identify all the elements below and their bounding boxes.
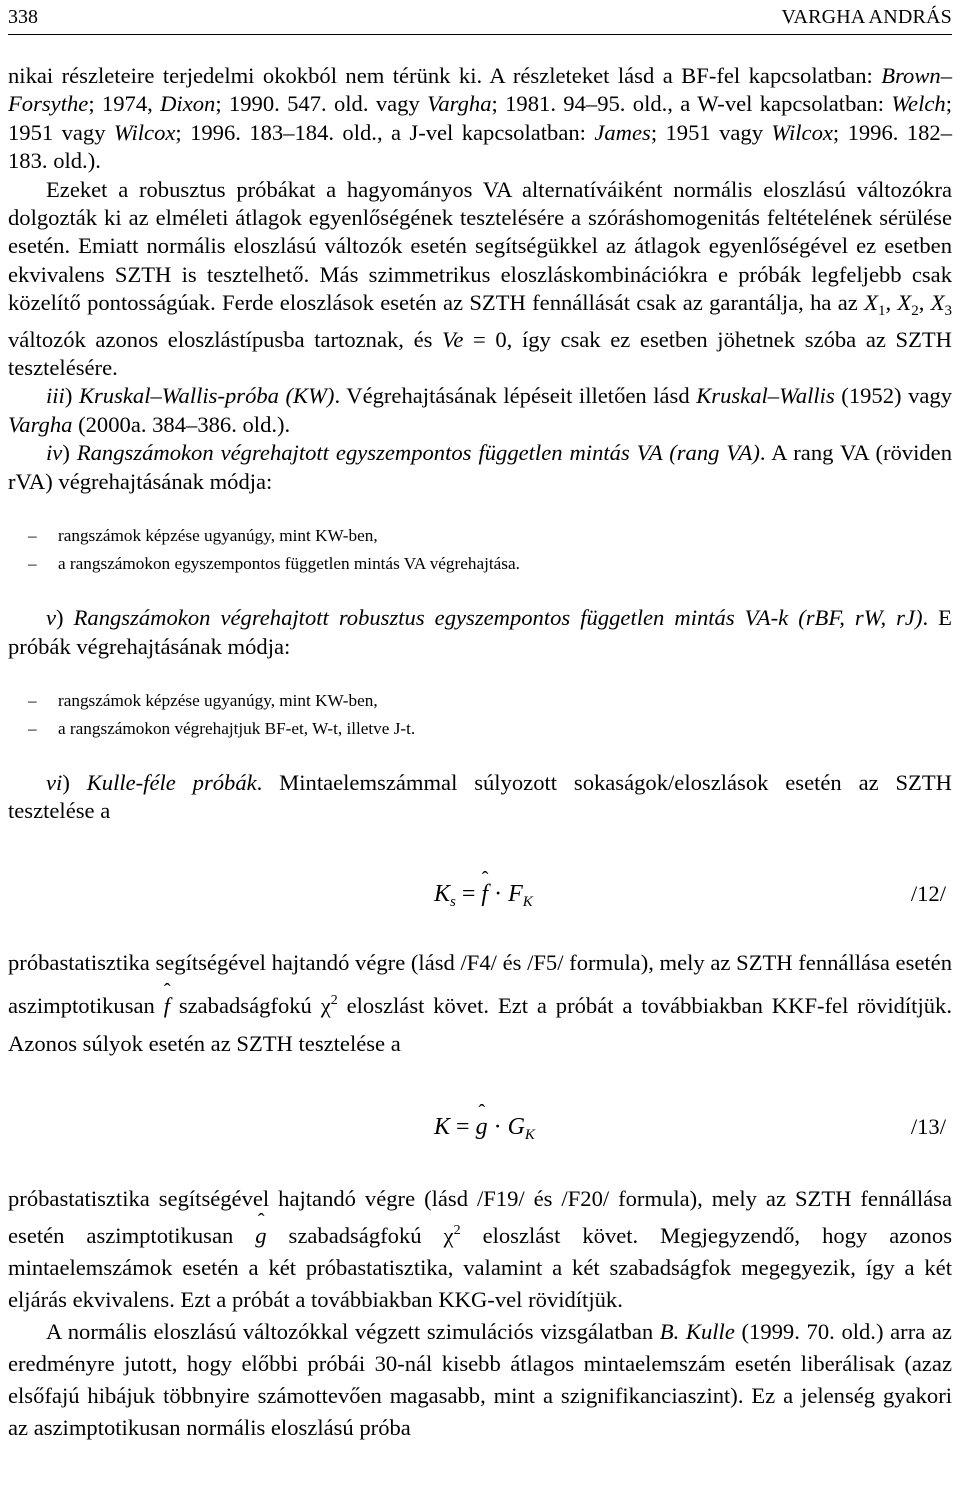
paragraph-kkg: próbastatisztika segítségével hajtandó végre (lásd /F19/ és /F20/ formula), mely az SZTH fennállása esetén aszimptotikusan ˆ g szabadságfokú $\chi^2$ eloszlást követ. Megjegyzendő, hogy azonos mintaelemszámok esetén a két próbastatisztika, valamint a két szabadságfok megegyezik, így a két eljárás ekvivalens. Ezt a próbát a továbbiakban KKG-vel rövidítjük. xyxy=(8,1183,952,1316)
page-header xyxy=(8,4,952,35)
g-hat-symbol: ˆ g xyxy=(255,1220,266,1252)
g-hat-symbol: ˆ g xyxy=(476,1105,488,1149)
list-rank-robust-steps xyxy=(8,687,952,743)
f-hat-symbol: ˆ f xyxy=(164,987,170,1025)
page-number: 338 xyxy=(8,6,38,28)
paragraph-kkf: próbastatisztika segítségével hajtandó végre (lásd /F4/ és /F5/ formula), mely az SZTH fennállása esetén aszimptotikusan ˆ f szabadságfokú $\chi^2$ eloszlást követ. Ezt a próbát a továbbiakban KKF-fel rövidítjük. Azonos súlyok esetén az SZTH tesztelése a xyxy=(8,944,952,1063)
paragraph-kruskal-wallis: iii) Kruskal–Wallis-próba (KW). Végrehajtásának lépéseit illetően lásd Kruskal–Wallis (1952) vagy Vargha (2000a. 384–386. old.). xyxy=(8,383,953,437)
f-hat-symbol: ˆ f xyxy=(481,872,488,916)
paragraph-rank-robust: v) Rangszámokon végrehajtott robusztus egyszempontos független mintás VA-k (rBF, rW, rJ). E próbák végrehajtásának módja: xyxy=(8,605,952,659)
paragraph-references: nikai részleteire terjedelmi okokból nem térünk ki. A részleteket lásd a BF-fel kapcsolatban: Brown–Forsythe; 1974, Dixon; 1990. 547. old. vagy Vargha; 1981. 94–95. old., a W-vel kapcsolatban: Welch; 1951 vagy Wilcox; 1996. 183–184. old., a J-vel kapcsolatban: James; 1951 vagy Wilcox; 1996. 182–183. old.). xyxy=(8,63,952,174)
paragraph-kulle-tests: vi) Kulle-féle próbák. Mintaelemszámmal súlyozott sokaságok/eloszlások esetén az SZTH tesztelése a xyxy=(8,769,952,824)
formula-12: $K_s$ = ˆ $f \cdot F_K$ /12/ xyxy=(8,872,952,916)
paragraph-robust-tests: Ezeket a robusztus próbákat a hagyományos VA alternatíváiként normális eloszlású változókra dolgozták ki az elméleti átlagok egyenlőségének tesztelésére a szóráshomogenitás feltételének sérülése esetén. Emiatt normális eloszlású változók esetén segítségükkel az átlagok egyenlőségével ez esetben ekvivalens SZTH is tesztelhető. Más szimmetrikus eloszláskombinációkra e próbák legfeljebb csak közelítő pontosságúak. Ferde eloszlások esetén az SZTH fennállását csak az garantálja, ha az $X_1$, $X_2$, $X_3$ változók azonos eloszlástípusba tartoznak, és Ve = 0, így csak ez esetben jöhetnek szóba az SZTH tesztelésére. xyxy=(8,176,953,381)
list-rank-anova-steps xyxy=(8,522,952,578)
paragraph-kulle-simulation: A normális eloszlású változókkal végzett szimulációs vizsgálatban B. Kulle (1999. 70. old.) arra az eredményre jutott, hogy előbbi próbái 30-nál kisebb átlagos mintaelemszám esetén liberálisak (azaz elsőfajú hibájuk többnyire számottevően magasabb, mint a szignifikanciaszint). Ez a jelenség gyakori az aszimptotikusan normális eloszlású próba xyxy=(8,1318,952,1440)
page-body xyxy=(8,62,952,1444)
formula-number: /13/ xyxy=(910,1113,946,1139)
running-head-author: VARGHA ANDRÁS xyxy=(781,6,952,28)
formula-number: /12/ xyxy=(910,880,946,906)
list-item: – a rangszámokon egyszempontos független mintás VA végrehajtása. xyxy=(28,550,952,578)
list-item: – rangszámok képzése ugyanúgy, mint KW-ben, xyxy=(28,522,952,550)
formula-13: K = ˆ $g \cdot G_K$ /13/ xyxy=(8,1105,952,1149)
list-item: – a rangszámokon végrehajtjuk BF-et, W-t, illetve J-t. xyxy=(28,715,952,743)
list-item: – rangszámok képzése ugyanúgy, mint KW-ben, xyxy=(28,687,952,715)
paragraph-rank-anova: iv) Rangszámokon végrehajtott egyszempontos független mintás VA (rang VA). A rang VA (röviden rVA) végrehajtásának módja: xyxy=(8,440,952,494)
